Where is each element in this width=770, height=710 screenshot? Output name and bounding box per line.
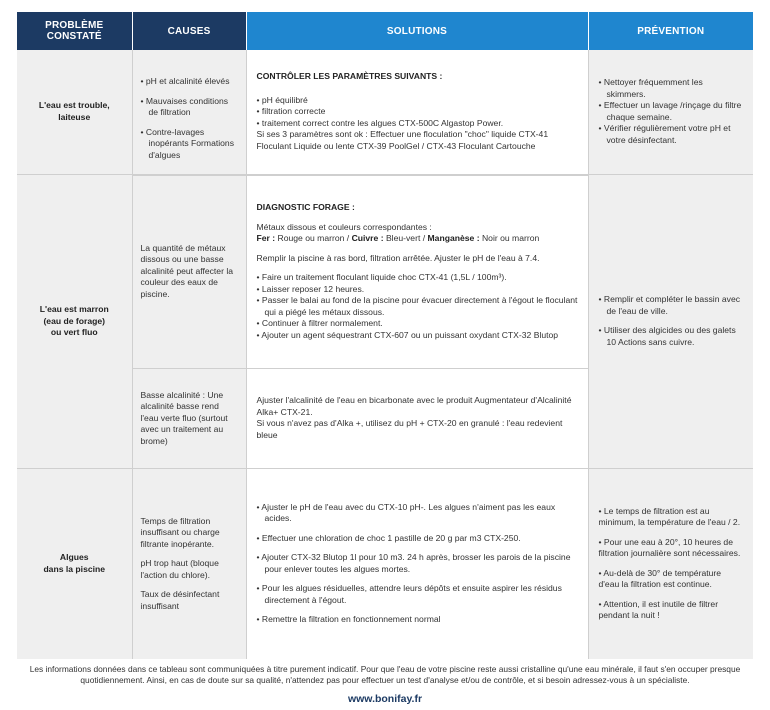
solution-text: Si vous n'avez pas d'Alka +, utilisez du pH + CTX-20 en granulé : l'eau redevient bleue	[256, 418, 563, 440]
metal-label: Manganèse :	[427, 233, 480, 243]
solutions-title: CONTRÔLER LES PARAMÈTRES SUIVANTS :	[256, 71, 443, 82]
solution-item: Si ses 3 paramètres sont ok : Effectuer une floculation "choc" liquide CTX-41 Floculant Liquide ou lente CTX-39 PoolGel / CTX-43 Floculant Cartouche	[256, 129, 549, 151]
solution-item: • pH équilibré	[256, 94, 308, 105]
cause-item: • pH et alcalinité élevés	[140, 76, 230, 87]
table-row-algae	[17, 469, 753, 659]
header-solutions: SOLUTIONS	[246, 12, 588, 50]
prevention-cell	[588, 50, 753, 174]
website-link[interactable]: www.bonifay.fr	[347, 693, 423, 705]
problem-cell	[17, 174, 132, 469]
problem-line: laiteuse	[58, 111, 91, 122]
problem-line: L'eau est marron	[39, 304, 109, 314]
table-row-brown-water	[17, 174, 753, 469]
metal-value: Bleu-vert /	[383, 233, 428, 243]
problem-line: (eau de forage)	[43, 315, 106, 326]
causes-cell	[132, 50, 246, 174]
solution-text: Ajuster l'alcalinité de l'eau en bicarbonate avec le produit Augmentateur d'Alcalinité Alka+ CTX-21.	[256, 395, 572, 417]
solution-item: • Ajouter un agent séquestrant CTX-607 ou un puissant oxydant CTX-32 Blutop	[256, 329, 559, 340]
prevention-item: • Remplir et compléter le bassin avec de l'eau de ville.	[598, 294, 741, 316]
solution-item: • Ajouter CTX-32 Blutop 1l pour 10 m3. 24 h après, brosser les parois de la piscine pour enlever toutes les algues mortes.	[256, 552, 571, 574]
prevention-cell	[588, 174, 753, 469]
solution-item: • Ajuster le pH de l'eau avec du CTX-10 pH-. Les algues n'aiment pas les eaux acides.	[256, 501, 556, 524]
solution-text: Remplir la piscine à ras bord, filtration arrêtée. Ajuster le pH de l'eau à 7.4.	[256, 252, 540, 263]
solution-item: • traitement correct contre les algues CTX-500C Algastop Power.	[256, 117, 504, 128]
solutions-cell	[246, 50, 588, 174]
causes-cell	[132, 469, 246, 659]
problem-cell	[17, 469, 132, 659]
solutions-cell	[246, 174, 588, 469]
solutions-forage-cell	[247, 175, 588, 368]
cause-item: • Mauvaises conditions de filtration	[140, 95, 229, 118]
problem-line: ou vert fluo	[50, 327, 98, 337]
metal-label: Fer :	[256, 233, 276, 243]
header-problem: PROBLÈME CONSTATÉ	[17, 12, 132, 50]
troubleshooting-table	[17, 12, 753, 659]
problem-line: L'eau est trouble,	[38, 100, 110, 111]
solutions-subtable	[247, 175, 588, 469]
causes-cell	[132, 174, 246, 469]
prevention-item: • Vérifier régulièrement votre pH et votre désinfectant.	[598, 123, 731, 145]
metals-colors	[257, 233, 578, 245]
metal-value: Noir ou marron	[479, 233, 540, 243]
problem-line: dans la piscine	[43, 563, 106, 574]
metal-value: Rouge ou marron /	[275, 233, 352, 243]
prevention-item: • Utiliser des algicides ou des galets 10 Actions sans cuivre.	[598, 325, 736, 347]
solution-item: • Passer le balai au fond de la piscine pour évacuer directement à l'égout le floculant qui a piégé les métaux dissous.	[256, 295, 578, 317]
metals-intro: Métaux dissous et couleurs correspondantes :	[256, 221, 432, 232]
solution-item: • Continuer à filtrer normalement.	[256, 318, 383, 328]
prevention-item: • Pour une eau à 20°, 10 heures de filtration journalière sont nécessaires.	[598, 536, 741, 559]
problem-cell	[17, 50, 132, 174]
solutions-cell	[246, 469, 588, 659]
disclaimer-footnote: Les informations données dans ce tableau sont communiquées à titre purement indicatif. Pour que l'eau de votre piscine reste aussi cristalline qu'une eau minérale, il faut s'en occuper presque quotidiennement. Ainsi, en cas de doute sur sa qualité, n'attendez pas pour effectuer un test d'analyse et/ou de contrôle, et si besoin adressez-vous à un spécialiste.	[29, 664, 741, 685]
solution-item: • Remettre la filtration en fonctionnement normal	[256, 614, 441, 625]
cause-item: Taux de désinfectant insuffisant	[140, 589, 220, 611]
solutions-alkalinity-cell	[247, 368, 588, 468]
solution-item: • Laisser reposer 12 heures.	[256, 283, 365, 294]
solution-item: • Effectuer une chloration de choc 1 pastille de 20 g par m3 CTX-250.	[256, 532, 521, 543]
prevention-item: • Nettoyer fréquemment les skimmers.	[598, 77, 703, 99]
prevention-item: • Attention, il est inutile de filtrer pendant la nuit !	[598, 598, 719, 621]
prevention-item: • Au-delà de 30° de température d'eau la filtration est continue.	[598, 567, 722, 590]
cause-item: • Contre-lavages inopérants Formations d'algues	[140, 126, 235, 160]
cause-item: Temps de filtration insuffisant ou charge filtrante inopérante.	[140, 515, 220, 549]
prevention-item: • Le temps de filtration est au minimum, la température de l'eau / 2.	[598, 505, 741, 528]
solution-item: • Faire un traitement floculant liquide choc CTX-41 (1,5L / 100m³).	[256, 272, 507, 282]
solution-item: • filtration correcte	[256, 106, 326, 117]
prevention-item: • Effectuer un lavage /rinçage du filtre chaque semaine.	[598, 100, 742, 122]
causes-subtable	[133, 175, 246, 469]
prevention-cell	[588, 469, 753, 659]
cause-item: pH trop haut (bloque l'action du chlore).	[140, 558, 219, 580]
solutions-title: DIAGNOSTIC FORAGE :	[256, 202, 355, 212]
cause-metals: La quantité de métaux dissous ou une basse alcalinité peut affecter la couleur des eaux de piscine.	[133, 175, 246, 368]
metal-label: Cuivre :	[351, 233, 384, 243]
header-prevention: PRÉVENTION	[588, 12, 753, 50]
problem-line: Algues	[59, 552, 89, 563]
table-header-row	[17, 12, 753, 50]
table-row-cloudy-water	[17, 50, 753, 174]
solution-item: • Pour les algues résiduelles, attendre leurs dépôts et ensuite aspirer les résidus directement à l'égout.	[256, 583, 562, 605]
cause-low-alkalinity: Basse alcalinité : Une alcalinité basse rend l'eau verte fluo (surtout avec un traitement au brome)	[133, 368, 246, 468]
header-causes: CAUSES	[132, 12, 246, 50]
